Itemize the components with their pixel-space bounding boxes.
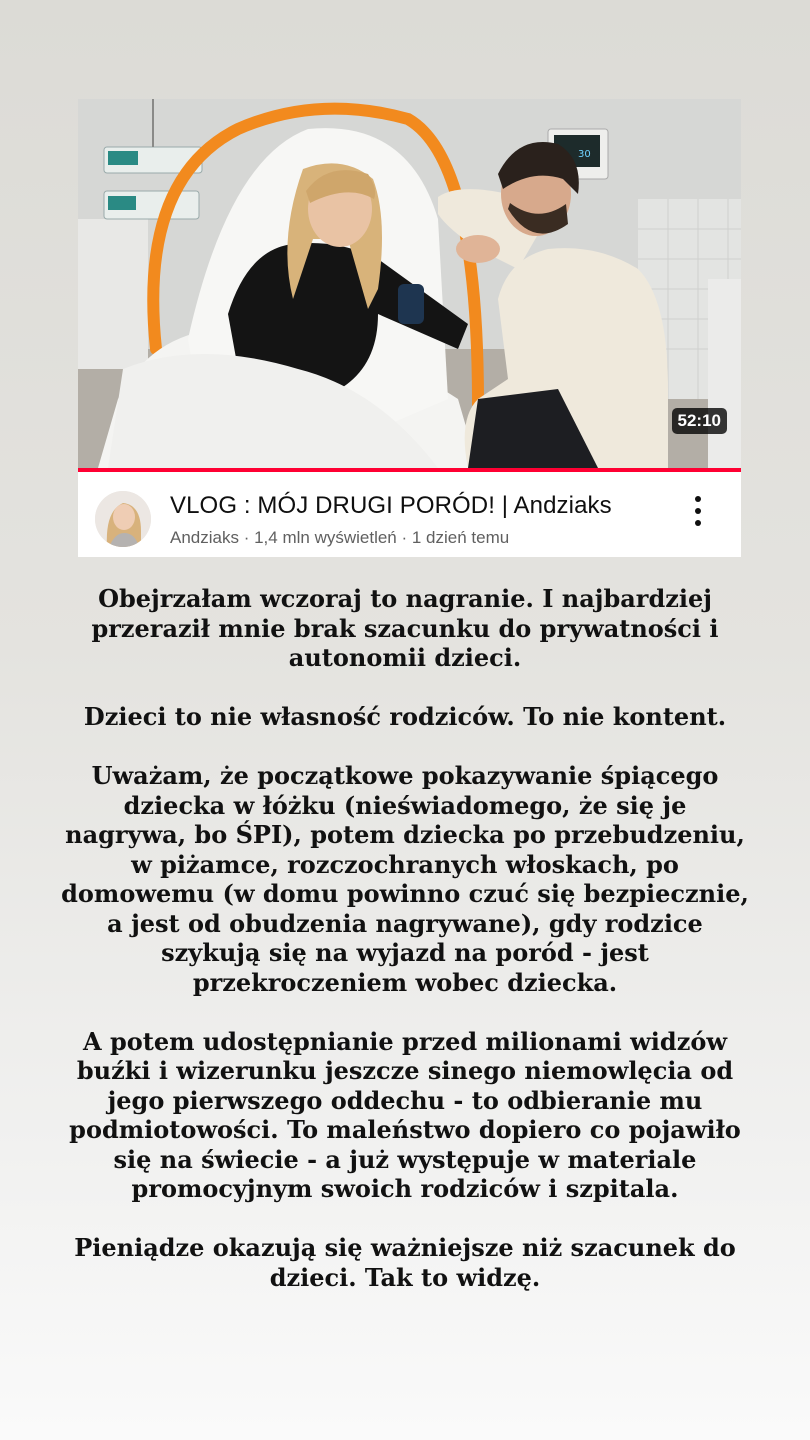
video-card[interactable] — [78, 99, 741, 557]
dot — [695, 496, 701, 502]
upload-age: 1 dzień temu — [411, 528, 510, 547]
channel-name[interactable]: Andziaks — [170, 528, 239, 547]
avatar-image — [95, 491, 151, 547]
video-subtitle — [170, 528, 509, 548]
video-meta[interactable] — [78, 472, 741, 557]
view-count: 1,4 mln wyświetleń — [254, 528, 397, 547]
story-text — [60, 584, 750, 1322]
channel-avatar[interactable] — [95, 491, 151, 547]
separator: · — [396, 528, 412, 547]
svg-text:30: 30 — [578, 149, 591, 160]
video-title[interactable]: VLOG : MÓJ DRUGI PORÓD! | Andziaks — [170, 492, 612, 519]
story-paragraph: Obejrzałam wczoraj to nagranie. I najbardziej przeraził mnie brak szacunku do prywatności i autonomii dzieci. — [91, 584, 719, 672]
duration-badge: 52:10 — [672, 408, 727, 434]
video-thumbnail[interactable] — [78, 99, 741, 468]
separator: · — [238, 528, 255, 547]
dot — [695, 508, 701, 514]
story-paragraph: Dzieci to nie własność rodziców. To nie kontent. — [83, 702, 727, 731]
story-paragraph: Uważam, że początkowe pokazywanie śpiącego dziecka w łóżku (nieświadomego, że się je nagrywa, bo ŚPI), potem dziecka po przebudzeniu, w piżamce, rozczochranych włoskach, po domowemu (w domu powinno czuć się bezpiecznie, a jest od obudzenia nagrywane), gdy rodzice szykują się na wyjazd na poród - jest przekroczeniem wobec dziecka. — [61, 761, 749, 997]
dot — [695, 520, 701, 526]
story-paragraph: A potem udostępnianie przed milionami widzów buźki i wizerunku jeszcze sinego niemowlęcia od jego pierwszego oddechu - to odbieranie mu podmiotowości. To maleństwo dopiero co pojawiło się na świecie - a już występuje w materiale promocyjnym swoich rodziców i szpitala. — [69, 1026, 741, 1203]
thumbnail-image — [78, 99, 741, 468]
story-paragraph: Pieniądze okazują się ważniejsze niż szacunek do dzieci. Tak to widzę. — [74, 1233, 736, 1292]
more-vert-icon[interactable] — [686, 496, 710, 526]
